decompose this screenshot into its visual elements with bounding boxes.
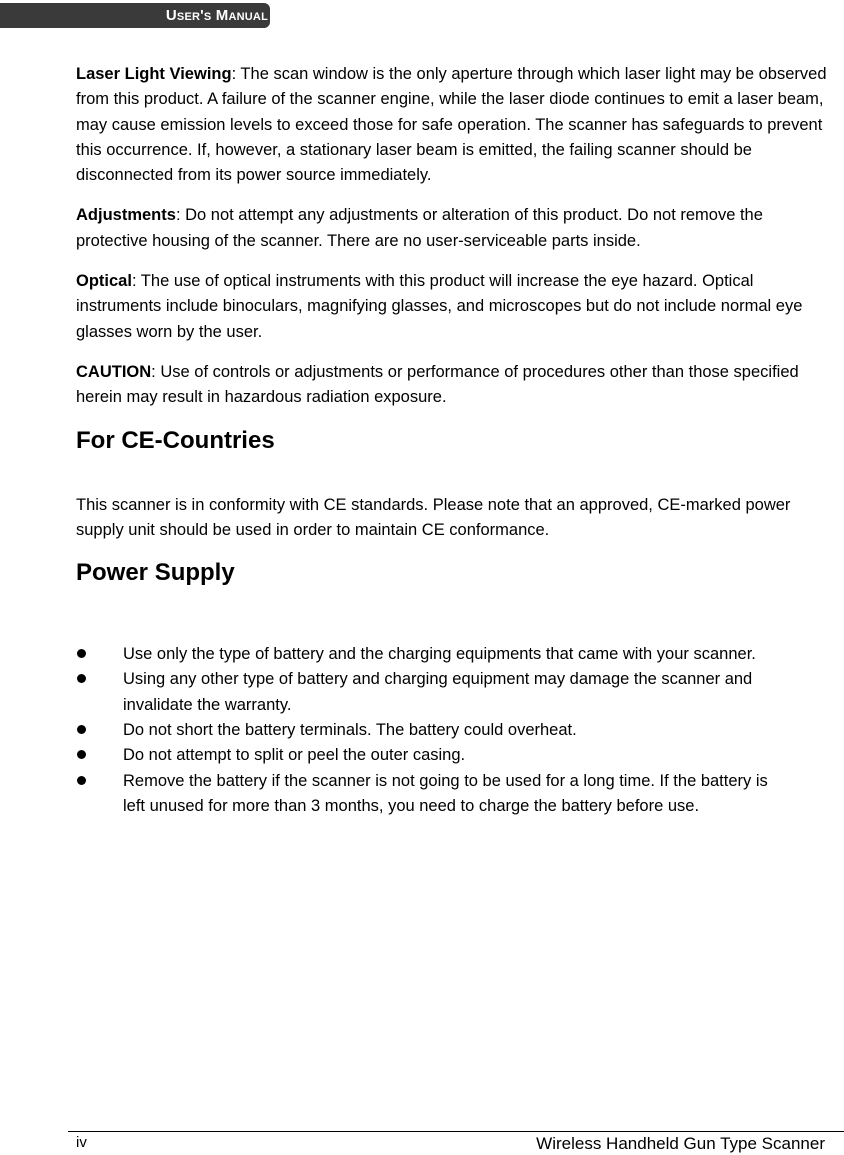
paragraph-optical: [76, 269, 834, 345]
ce-countries-body: This scanner is in conformity with CE standards. Please note that an approved, CE-marked power supply unit should be used in order to maintain CE conformance.: [76, 495, 791, 539]
term-optical: Optical: [76, 272, 132, 291]
term-laser-light-viewing: Laser Light Viewing: [76, 65, 232, 83]
list-item-text: Remove the battery if the scanner is not going to be used for a long time. If the battery is left unused for more than 3 months, you need to charge the battery before use.: [123, 771, 768, 815]
paragraph-adjustments: [76, 203, 834, 254]
paragraph-laser-light-viewing: [76, 62, 834, 188]
power-supply-heading: Power Supply: [76, 559, 235, 587]
footer-product-title: Wireless Handheld Gun Type Scanner: [536, 1134, 825, 1153]
bullet-dot-icon: [77, 750, 86, 759]
text-caution: : Use of controls or adjustments or performance of procedures other than those specified herein may result in hazardous radiation exposure.: [76, 362, 799, 407]
list-item: [76, 718, 834, 743]
bullet-dot-icon: [77, 725, 86, 734]
term-adjustments: Adjustments: [76, 206, 176, 225]
bullet-dot-icon: [77, 674, 86, 683]
power-supply-list: [76, 642, 834, 819]
manual-label: User's Manual: [165, 7, 268, 24]
text-adjustments: : Do not attempt any adjustments or alteration of this product. Do not remove the protective housing of the scanner. There are no user-serviceable parts inside.: [76, 206, 763, 250]
ce-countries-heading: For CE-Countries: [76, 426, 275, 454]
text-laser-light-viewing: : The scan window is the only aperture through which laser light may be observed from this product. A failure of the scanner engine, while the laser diode continues to emit a laser beam, may cause emission levels to exceed those for safe operation. The scanner has safeguards to prevent this occurrence. If, however, a stationary laser beam is emitted, the failing scanner should be disconnected from its power source immediately.: [76, 65, 827, 185]
text-optical: : The use of optical instruments with this product will increase the eye hazard. Optical instruments include binoculars, magnifying glasses, and microscopes but do not include normal eye glasses worn by the user.: [76, 272, 803, 341]
list-item: [76, 667, 834, 718]
manual-header-tab: [0, 3, 270, 28]
bullet-dot-icon: [77, 649, 86, 658]
list-item: [76, 642, 834, 667]
list-item: [76, 743, 834, 768]
bullet-dot-icon: [77, 776, 86, 785]
term-caution: CAUTION: [76, 362, 152, 381]
paragraph-caution: [76, 360, 834, 411]
list-item: [76, 769, 834, 820]
list-item-text: Using any other type of battery and charging equipment may damage the scanner and invalidate the warranty.: [123, 670, 753, 714]
list-item-text: Use only the type of battery and the charging equipments that came with your scanner.: [123, 645, 756, 664]
footer-page-number: iv: [76, 1134, 87, 1151]
list-item-text: Do not short the battery terminals. The battery could overheat.: [123, 721, 577, 740]
footer-divider: [68, 1131, 844, 1132]
list-item-text: Do not attempt to split or peel the outer casing.: [123, 746, 466, 765]
page-content: [76, 62, 834, 819]
